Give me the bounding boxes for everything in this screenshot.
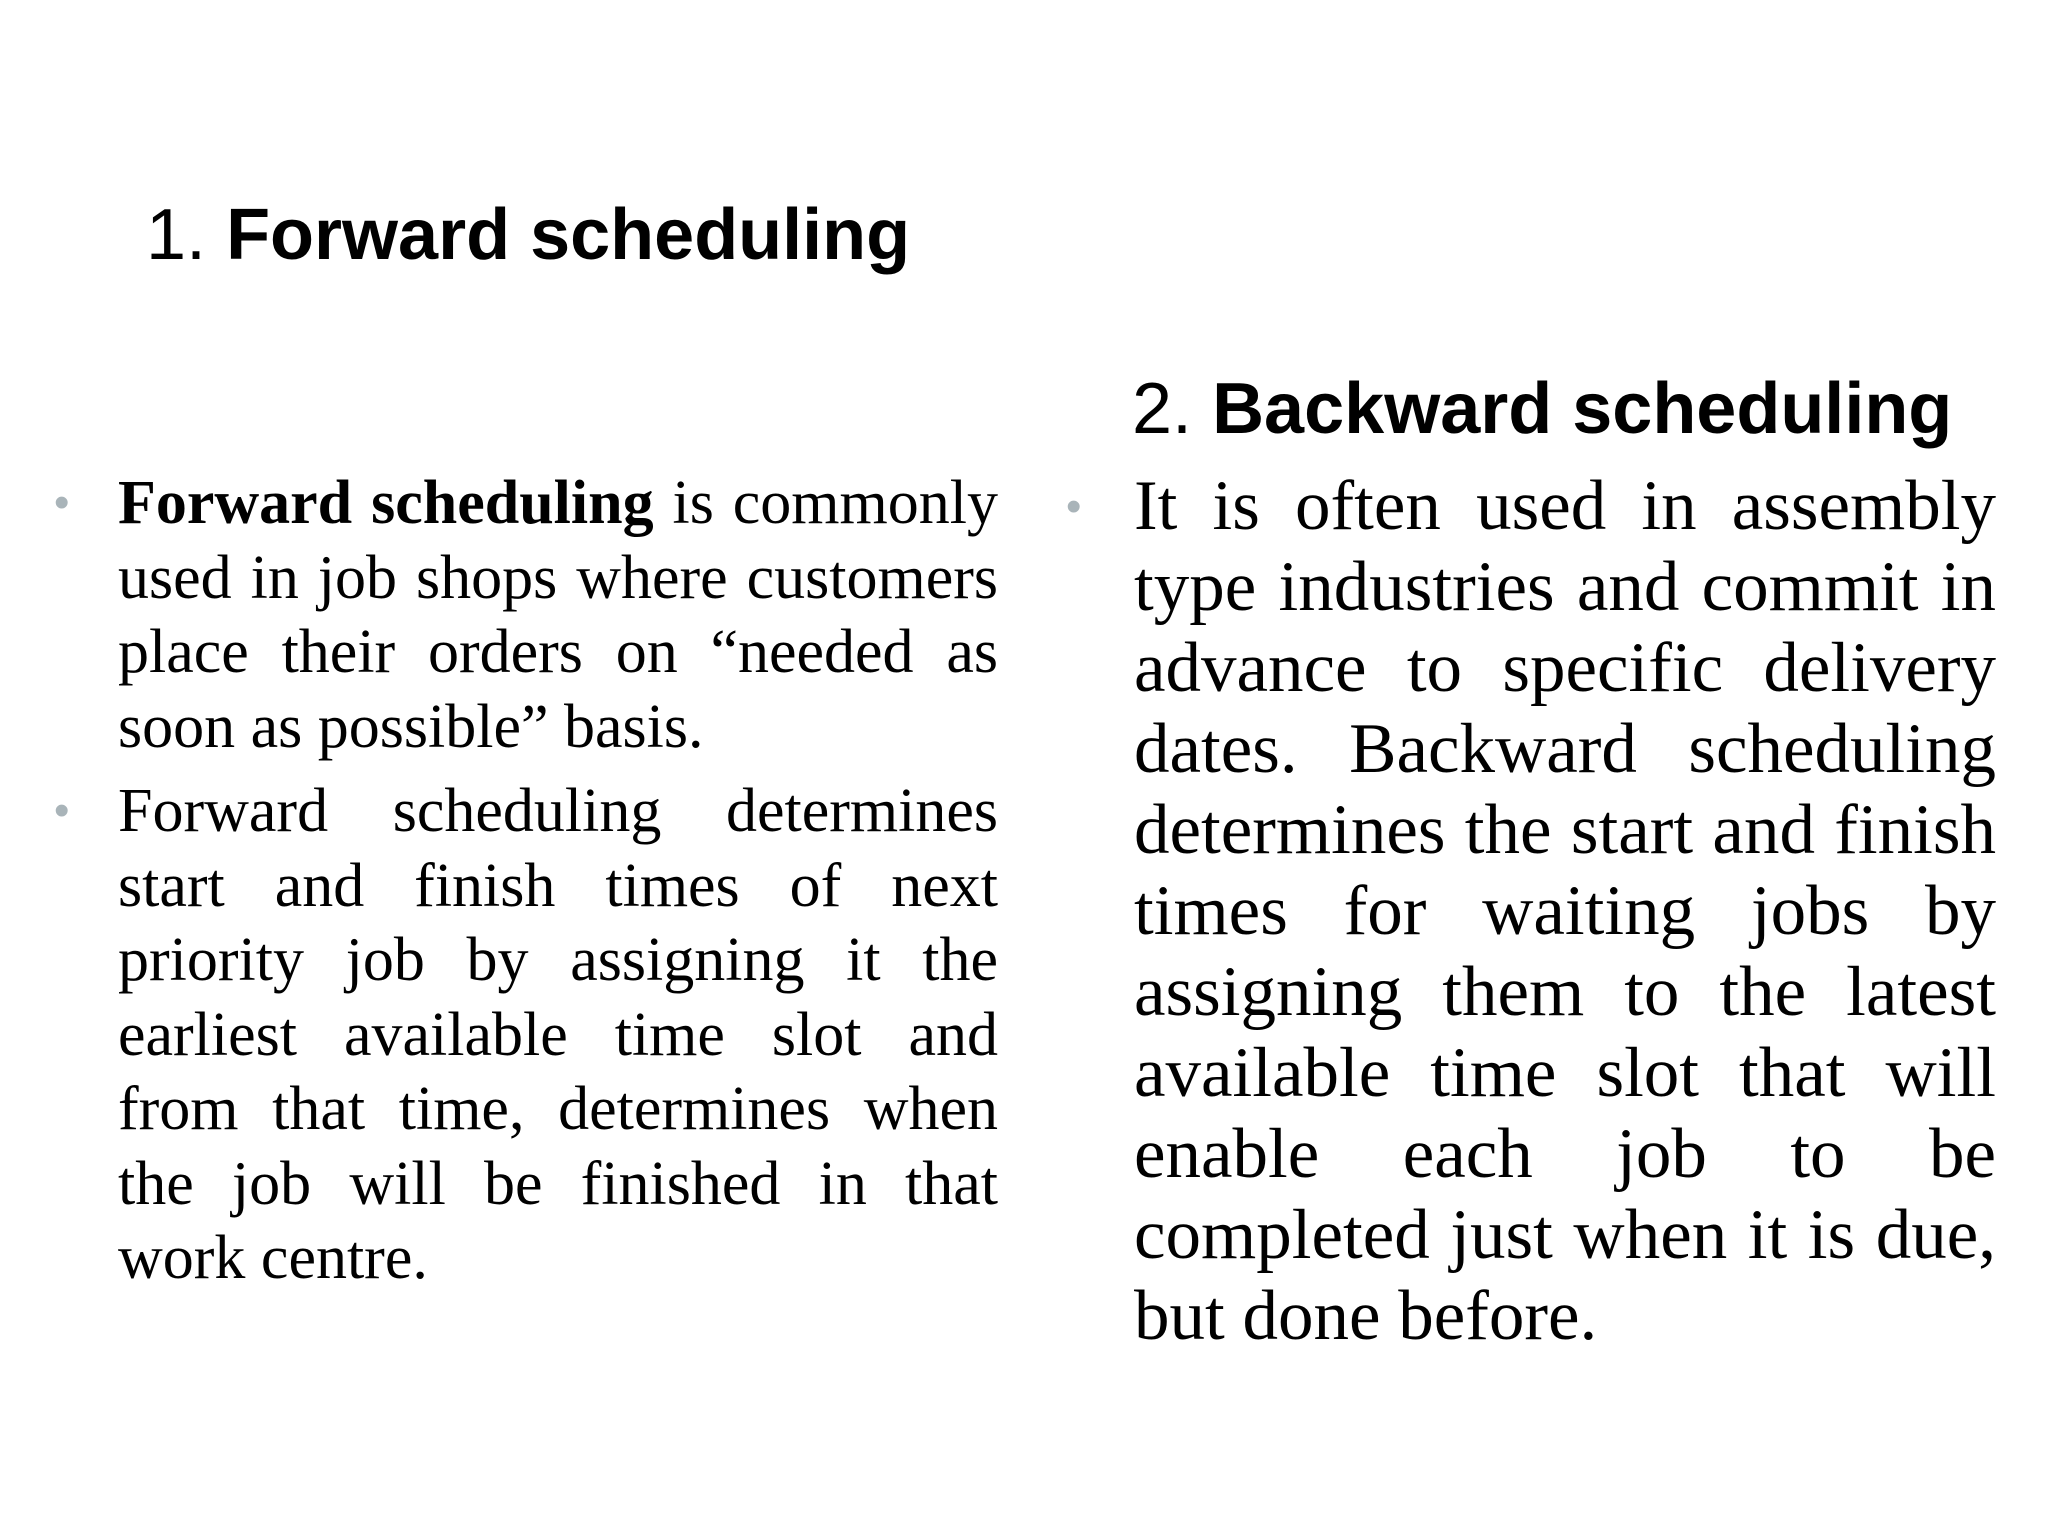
bullet-icon: •: [54, 786, 70, 835]
bullet-text: Forward scheduling determines start and finish times of next priority job by assigning it the earliest available time slot and from that time, determines when the job will be finished in that work centre.: [118, 777, 998, 1292]
list-item: [54, 774, 998, 1296]
heading-title: Forward scheduling: [226, 195, 911, 275]
list-item: [54, 466, 998, 764]
backward-scheduling-column: [1066, 466, 1996, 1357]
bullet-text: is commonly used in job shops where customers place their orders on “needed as soon as possible” basis.: [118, 469, 998, 761]
forward-scheduling-heading: [146, 190, 910, 280]
bullet-icon: •: [54, 478, 70, 527]
bullet-icon: •: [1066, 482, 1082, 531]
forward-scheduling-column: [54, 466, 998, 1296]
bullet-text: It is often used in assembly type industries and commit in advance to specific delivery dates. Backward scheduling determines the start and finish times for waiting jobs by assigning them to the latest available time slot that will enable each job to be completed just when it is due, but done before.: [1134, 467, 1996, 1355]
bullet-bold-lead: Forward scheduling: [118, 469, 654, 537]
backward-scheduling-heading: [1132, 364, 1952, 454]
heading-title: Backward scheduling: [1212, 369, 1953, 449]
heading-number: 1.: [146, 195, 207, 275]
heading-number: 2.: [1132, 369, 1193, 449]
list-item: [1066, 466, 1996, 1357]
